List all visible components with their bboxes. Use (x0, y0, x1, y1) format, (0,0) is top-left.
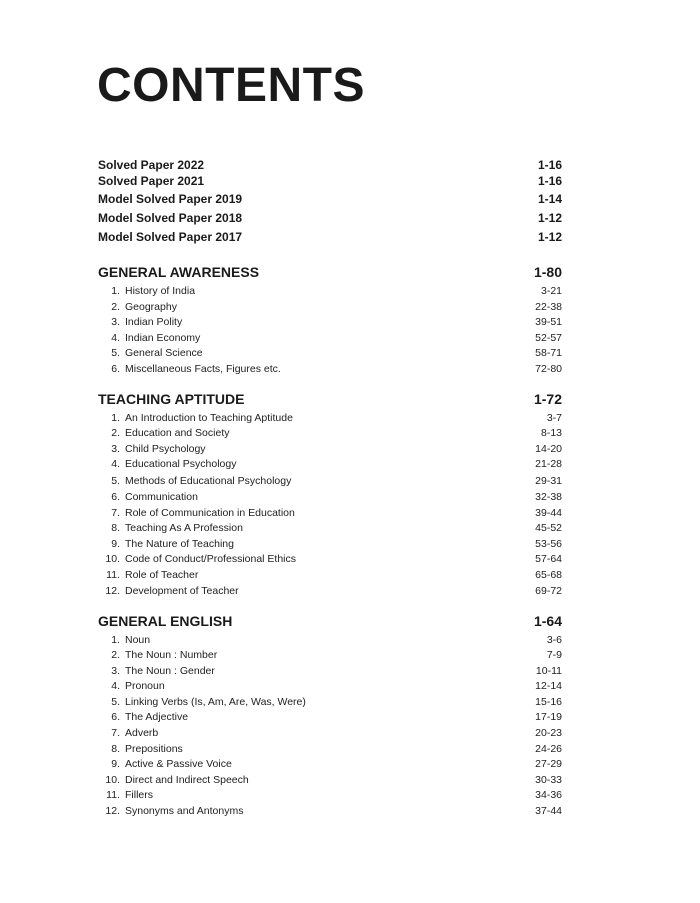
item-title: Teaching As A Profession (125, 522, 243, 534)
toc-item[interactable] (98, 727, 562, 739)
toc-section-heading[interactable] (98, 613, 562, 629)
toc-item[interactable] (98, 680, 562, 692)
item-title: Educational Psychology (125, 458, 237, 470)
item-pages: 53-56 (535, 538, 562, 550)
toc-item[interactable] (98, 475, 562, 487)
item-number: 3. (111, 665, 120, 677)
item-title: The Noun : Gender (125, 665, 215, 677)
item-number: 3. (111, 316, 120, 328)
item-number: 3. (111, 443, 120, 455)
item-pages: 34-36 (535, 789, 562, 801)
item-number: 6. (111, 711, 120, 723)
item-number: 4. (111, 332, 120, 344)
item-number: 1. (111, 285, 120, 297)
item-number: 11. (106, 569, 120, 581)
item-number: 9. (111, 538, 120, 550)
item-number: 9. (111, 758, 120, 770)
item-title: Noun (125, 634, 151, 646)
toc-item[interactable] (98, 443, 562, 455)
item-title: Indian Economy (125, 332, 201, 344)
item-number: 7. (111, 507, 120, 519)
item-pages: 30-33 (535, 774, 562, 786)
item-number: 1. (111, 634, 120, 646)
item-pages: 22-38 (535, 301, 562, 313)
item-number: 10. (105, 774, 120, 786)
toc-item[interactable] (98, 316, 562, 328)
item-title: Education and Society (125, 427, 230, 439)
section-title: TEACHING APTITUDE (98, 391, 245, 407)
item-number: 5. (111, 347, 120, 359)
item-pages: 37-44 (535, 805, 562, 817)
item-title: Communication (125, 491, 198, 503)
item-title: Adverb (125, 727, 159, 739)
item-pages: 57-64 (535, 553, 562, 565)
item-title: Fillers (125, 789, 153, 801)
item-title: An Introduction to Teaching Aptitude (125, 412, 293, 424)
toc-item[interactable] (98, 285, 562, 297)
toc-item[interactable] (98, 491, 562, 503)
toc-item[interactable] (98, 569, 562, 581)
toc-item[interactable] (98, 347, 562, 359)
item-pages: 24-26 (535, 743, 562, 755)
toc-paper-row[interactable] (98, 158, 562, 172)
item-number: 6. (111, 363, 120, 375)
section-pages: 1-80 (533, 264, 562, 280)
page-title: CONTENTS (97, 59, 365, 112)
item-title: Code of Conduct/Professional Ethics (125, 553, 297, 565)
item-number: 6. (111, 491, 120, 503)
item-pages: 45-52 (535, 522, 562, 534)
toc-item[interactable] (98, 458, 562, 470)
item-pages: 29-31 (535, 475, 562, 487)
item-pages: 3-6 (546, 634, 562, 646)
toc-item[interactable] (98, 538, 562, 550)
item-title: Active & Passive Voice (125, 758, 232, 770)
toc-item[interactable] (98, 805, 562, 817)
item-title: Direct and Indirect Speech (125, 774, 249, 786)
item-title: Role of Communication in Education (125, 507, 295, 519)
section-pages: 1-72 (533, 391, 562, 407)
toc-paper-pages: 1-12 (537, 211, 562, 225)
item-title: Methods of Educational Psychology (125, 475, 292, 487)
toc-item[interactable] (98, 665, 562, 677)
item-pages: 21-28 (535, 458, 562, 470)
toc-paper-row[interactable] (98, 230, 562, 244)
item-number: 8. (111, 743, 120, 755)
toc-paper-name: Solved Paper 2022 (98, 158, 205, 172)
section-pages: 1-64 (533, 613, 562, 629)
toc-paper-pages: 1-14 (537, 192, 562, 206)
item-pages: 65-68 (535, 569, 562, 581)
toc-paper-name: Model Solved Paper 2019 (98, 192, 243, 206)
toc-section-heading[interactable] (98, 391, 562, 407)
toc-item[interactable] (98, 634, 562, 646)
toc-paper-pages: 1-16 (537, 158, 562, 172)
item-number: 10. (105, 553, 120, 565)
toc-paper-row[interactable] (98, 174, 562, 188)
item-pages: 7-9 (546, 649, 562, 661)
item-pages: 15-16 (535, 696, 562, 708)
toc-item[interactable] (98, 758, 562, 770)
item-pages: 17-19 (535, 711, 562, 723)
item-pages: 32-38 (535, 491, 562, 503)
toc-paper-row[interactable] (98, 192, 562, 206)
toc-item[interactable] (98, 649, 562, 661)
item-pages: 10-11 (535, 665, 562, 677)
item-number: 2. (111, 301, 120, 313)
item-number: 4. (111, 458, 120, 470)
item-title: The Nature of Teaching (125, 538, 234, 550)
item-title: Geography (125, 301, 177, 313)
item-title: The Adjective (125, 711, 189, 723)
toc-item[interactable] (98, 585, 562, 597)
toc-item[interactable] (98, 522, 562, 534)
item-pages: 72-80 (535, 363, 562, 375)
item-title: Miscellaneous Facts, Figures etc. (125, 363, 281, 375)
item-title: Child Psychology (125, 443, 206, 455)
item-pages: 27-29 (535, 758, 562, 770)
item-pages: 3-21 (540, 285, 562, 297)
toc-item[interactable] (98, 743, 562, 755)
item-pages: 39-51 (535, 316, 562, 328)
item-pages: 52-57 (535, 332, 562, 344)
item-title: Prepositions (125, 743, 183, 755)
item-pages: 20-23 (535, 727, 562, 739)
item-title: Linking Verbs (Is, Am, Are, Was, Were) (125, 696, 306, 708)
toc-paper-row[interactable] (98, 211, 562, 225)
toc-section-heading[interactable] (98, 264, 562, 280)
item-number: 12. (105, 805, 120, 817)
toc-item[interactable] (98, 427, 562, 439)
toc-paper-pages: 1-12 (537, 230, 562, 244)
toc-item[interactable] (98, 774, 562, 786)
item-number: 11. (106, 789, 120, 801)
item-title: Role of Teacher (125, 569, 199, 581)
item-number: 7. (111, 727, 120, 739)
item-title: History of India (125, 285, 196, 297)
toc-item[interactable] (98, 363, 562, 375)
toc-item[interactable] (98, 412, 562, 424)
toc-paper-name: Model Solved Paper 2018 (98, 211, 243, 225)
item-pages: 12-14 (535, 680, 562, 692)
item-number: 2. (111, 649, 120, 661)
item-title: The Noun : Number (125, 649, 218, 661)
item-number: 8. (111, 522, 120, 534)
item-pages: 8-13 (540, 427, 562, 439)
item-pages: 69-72 (535, 585, 562, 597)
item-number: 4. (111, 680, 120, 692)
toc-item[interactable] (98, 789, 562, 801)
item-title: Pronoun (125, 680, 165, 692)
item-pages: 14-20 (535, 443, 562, 455)
section-title: GENERAL AWARENESS (98, 264, 260, 280)
item-pages: 58-71 (535, 347, 562, 359)
section-title: GENERAL ENGLISH (98, 613, 233, 629)
toc-item[interactable] (98, 301, 562, 313)
item-title: General Science (125, 347, 203, 359)
toc-item[interactable] (98, 553, 562, 565)
toc-paper-name: Model Solved Paper 2017 (98, 230, 243, 244)
toc-paper-pages: 1-16 (537, 174, 562, 188)
item-number: 2. (111, 427, 120, 439)
toc-item[interactable] (98, 332, 562, 344)
item-pages: 3-7 (546, 412, 562, 424)
item-number: 5. (111, 696, 120, 708)
item-number: 1. (111, 412, 120, 424)
item-title: Development of Teacher (125, 585, 239, 597)
item-number: 12. (105, 585, 120, 597)
toc-item[interactable] (98, 696, 562, 708)
item-title: Synonyms and Antonyms (125, 805, 244, 817)
toc-item[interactable] (98, 507, 562, 519)
item-number: 5. (111, 475, 120, 487)
item-title: Indian Polity (125, 316, 183, 328)
toc-paper-name: Solved Paper 2021 (98, 174, 205, 188)
item-pages: 39-44 (535, 507, 562, 519)
toc-item[interactable] (98, 711, 562, 723)
